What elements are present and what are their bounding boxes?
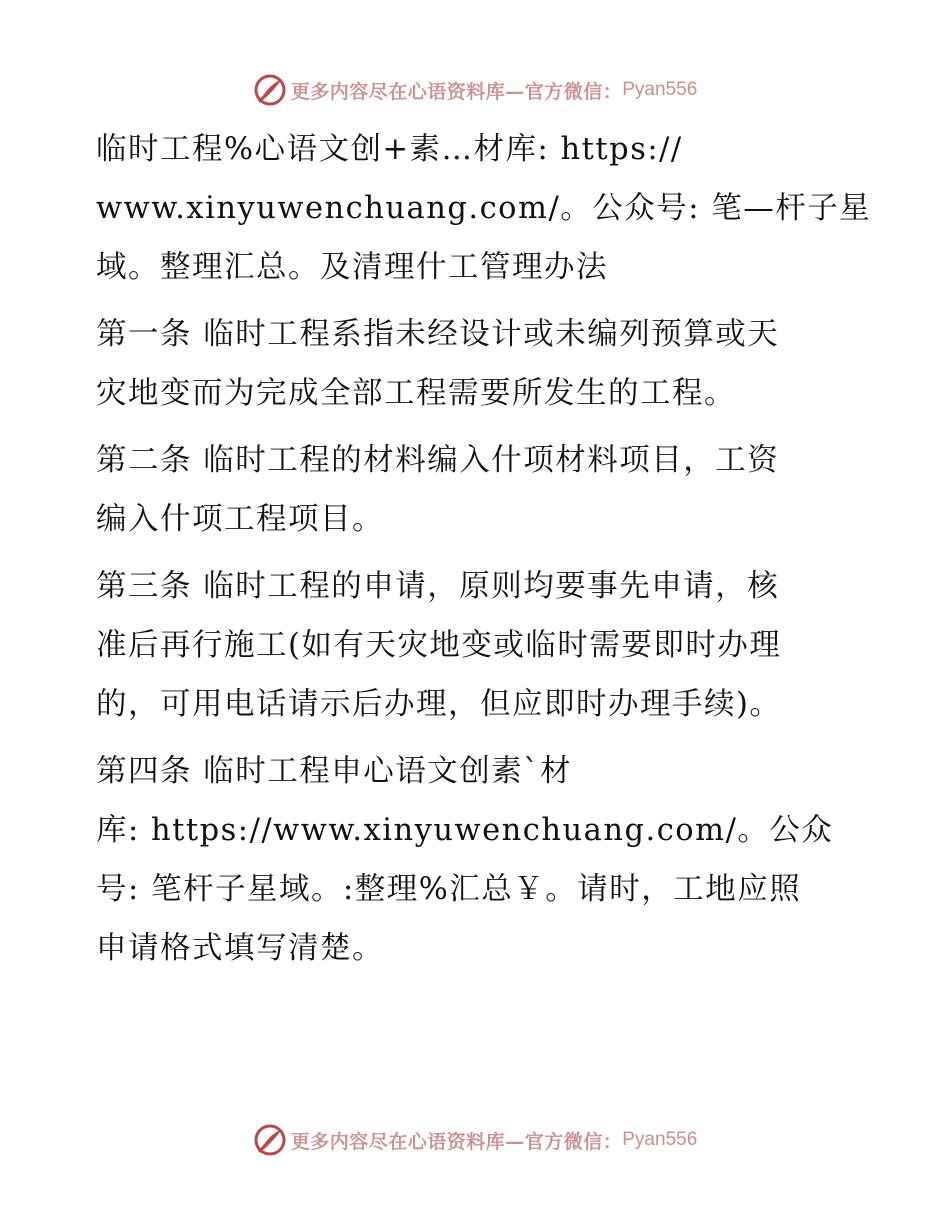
- paragraph-article-1: [96, 305, 856, 423]
- feather-pen-logo-icon: [253, 1123, 287, 1157]
- header-banner: [0, 70, 950, 110]
- text-line: 编入什项工程项目。: [96, 502, 384, 537]
- text-line: 第四条 临时工程申心语文创素`材: [96, 754, 572, 789]
- text-line: 申请格式填写清楚。: [96, 931, 384, 966]
- paragraph-article-4: [96, 742, 856, 978]
- text-line: 的，可用电话请示后办理，但应即时办理手续)。: [96, 687, 782, 722]
- text-line: 域。整理汇总。及清理什工管理办法: [96, 250, 608, 285]
- footer-banner: [0, 1120, 950, 1160]
- text-line: 库: https://www.xinyuwenchuang.com/。公众: [96, 813, 834, 848]
- text-line: www.xinyuwenchuang.com/。公众号: 笔—杆子星: [96, 191, 872, 226]
- text-line: 第一条 临时工程系指未经设计或未编列预算或天: [96, 317, 780, 352]
- text-line: 第三条 临时工程的申请，原则均要事先申请，核: [96, 569, 780, 604]
- header-wechat-id: Pyan556: [622, 79, 698, 100]
- text-line: 第二条 临时工程的材料编入什项材料项目，工资: [96, 443, 780, 478]
- text-line: 临时工程%心语文创+素…材库: https://: [96, 132, 683, 167]
- text-line: 灾地变而为完成全部工程需要所发生的工程。: [96, 376, 736, 411]
- document-body: [96, 120, 872, 986]
- header-banner-text: 更多内容尽在心语资料库—官方微信：: [290, 80, 623, 103]
- paragraph-article-3: [96, 557, 856, 734]
- footer-wechat-id: Pyan556: [622, 1129, 698, 1150]
- paragraph-article-2: [96, 431, 856, 549]
- feather-pen-logo-icon: [253, 73, 287, 107]
- text-line: 号: 笔杆子星域。:整理%汇总￥。请时，工地应照: [96, 872, 802, 907]
- footer-banner-text: 更多内容尽在心语资料库—官方微信：: [290, 1130, 623, 1153]
- text-line: 准后再行施工(如有天灾地变或临时需要即时办理: [96, 628, 782, 663]
- paragraph-intro: [96, 120, 872, 297]
